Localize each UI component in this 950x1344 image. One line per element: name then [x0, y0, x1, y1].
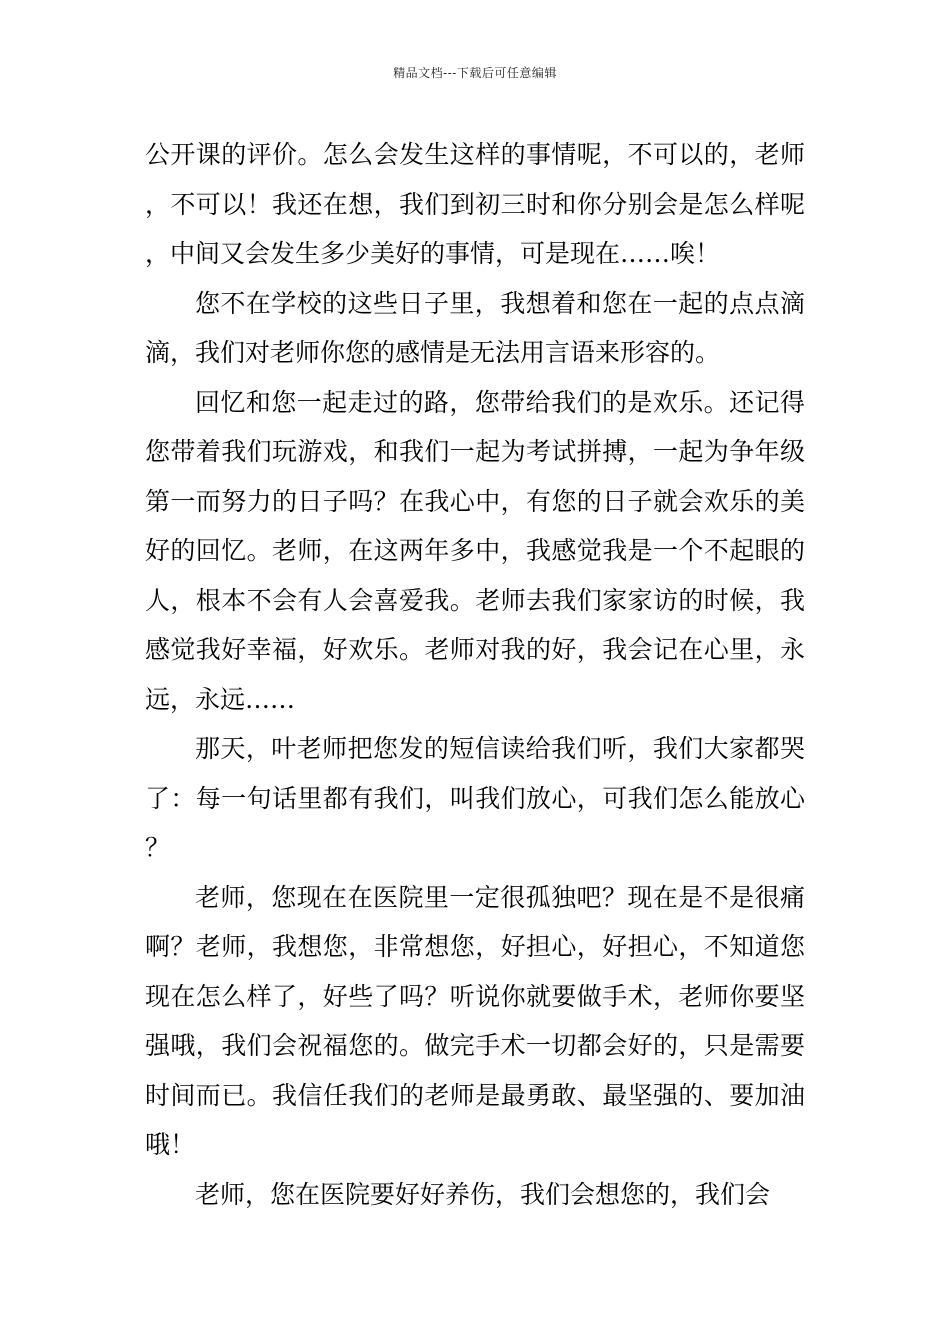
paragraph-2: 您不在学校的这些日子里，我想着和您在一起的点点滴滴，我们对老师你您的感情是无法用言语来形容的。 — [145, 288, 805, 367]
paragraph-6: 老师，您在医院要好好养伤，我们会想您的，我们会 — [195, 1179, 771, 1209]
paragraph-1: 公开课的评价。怎么会发生这样的事情呢，不可以的，老师，不可以！我还在想，我们到初三时和你分别会是怎么样呢，中间又会发生多少美好的事情，可是现在……唉！ — [145, 140, 805, 268]
paragraph-4: 那天，叶老师把您发的短信读给我们听，我们大家都哭了：每一句话里都有我们，叫我们放心，可我们怎么能放心？ — [145, 734, 805, 862]
page-header: 精品文档---下载后可任意编辑 — [393, 66, 557, 80]
paragraph-3: 回忆和您一起走过的路，您带给我们的是欢乐。还记得您带着我们玩游戏，和我们一起为考试拼搏，一起为争年级第一而努力的日子吗？在我心中，有您的日子就会欢乐的美好的回忆。老师，在这两年多中，我感觉我是一个不起眼的人，根本不会有人会喜爱我。老师去我们家家访的时候，我感觉我好幸福，好欢乐。老师对我的好，我会记在心里，永远，永远…… — [145, 387, 805, 714]
document-body — [145, 130, 805, 1219]
paragraph-5: 老师，您现在在医院里一定很孤独吧？现在是不是很痛啊？老师，我想您，非常想您，好担心，好担心，不知道您现在怎么样了，好些了吗？听说你就要做手术，老师你要坚强哦，我们会祝福您的。做完手术一切都会好的，只是需要时间而已。我信任我们的老师是最勇敢、最坚强的、要加油哦！ — [145, 882, 805, 1159]
